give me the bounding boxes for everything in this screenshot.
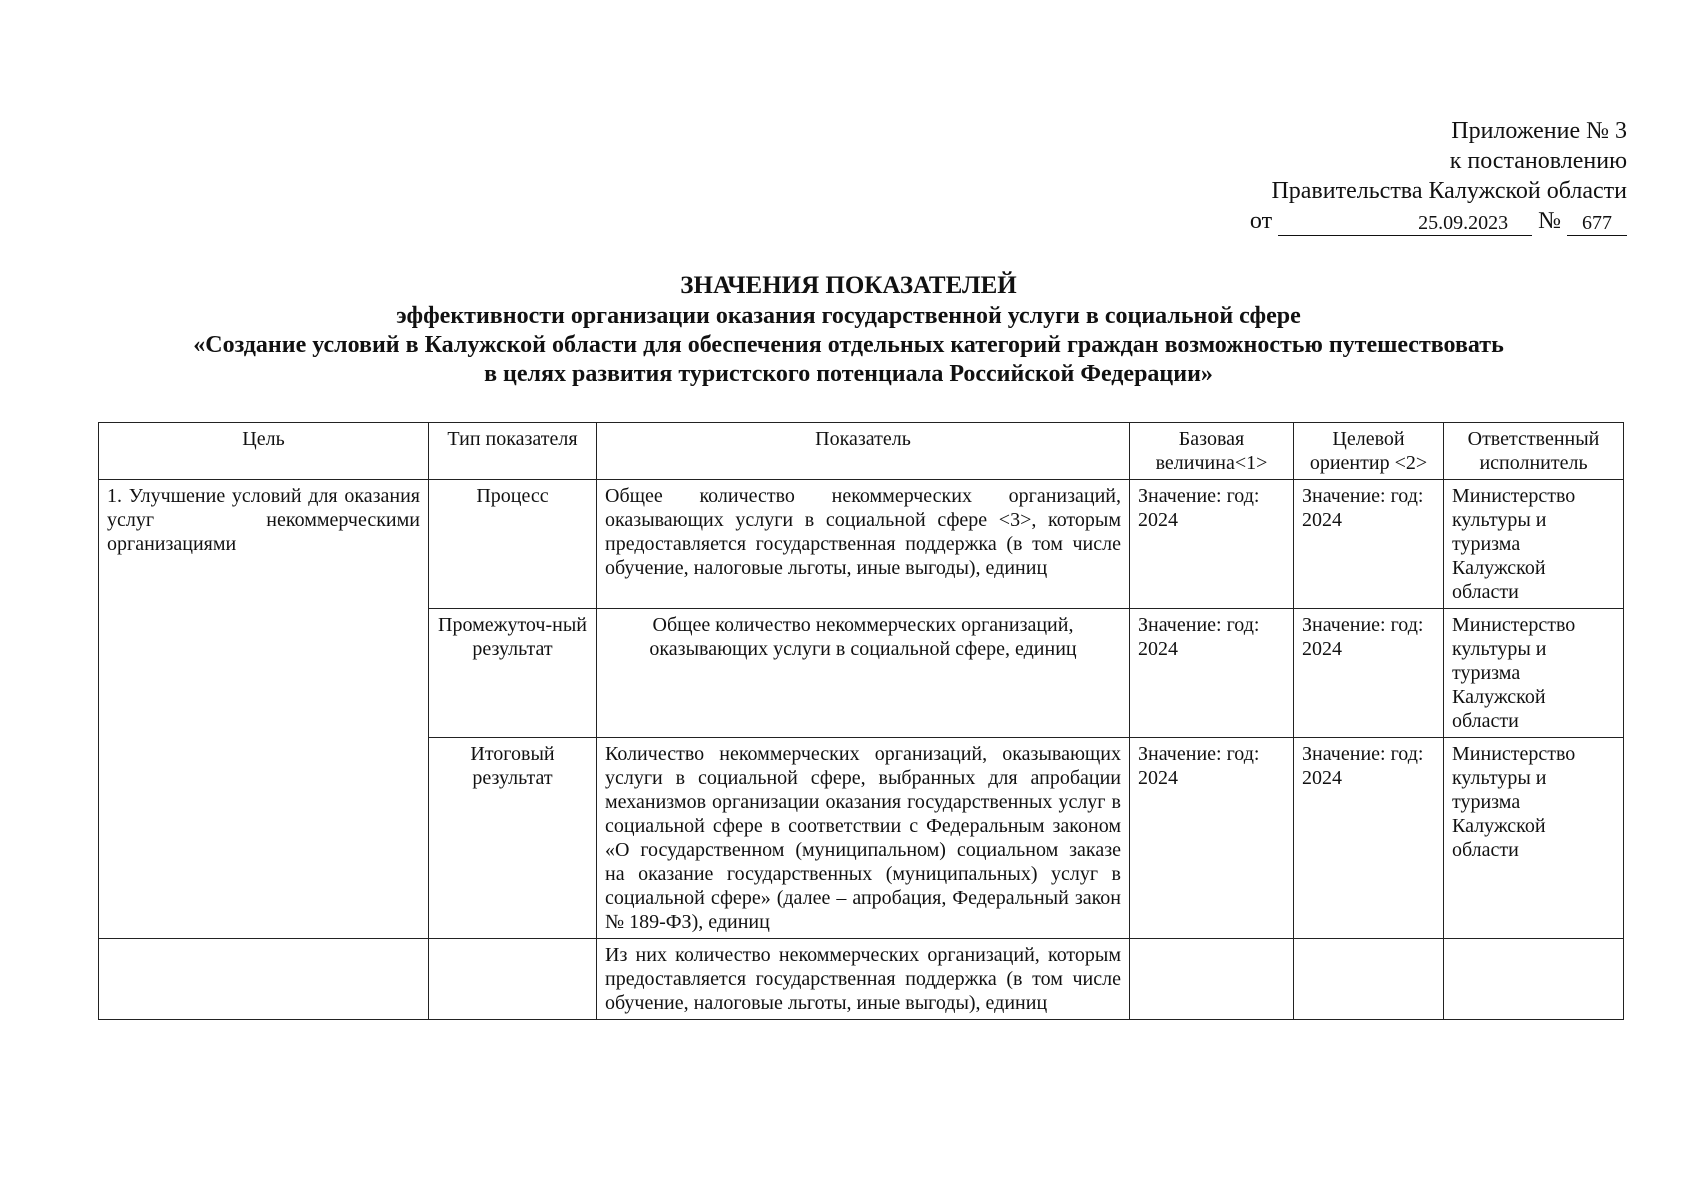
appendix-resolution: к постановлению [1449, 148, 1627, 174]
type-cell: Промежуточ-ный результат [429, 609, 597, 738]
header-base: Базовая величина<1> [1130, 423, 1294, 480]
table-row [99, 939, 1624, 1020]
indicator-cell: Общее количество некоммерческих организаций, оказывающих услуги в социальной сфере, единиц [597, 609, 1130, 738]
base-cell [1130, 939, 1294, 1020]
target-cell [1294, 939, 1444, 1020]
service-name-continued: в целях развития туристского потенциала Российской Федерации» [484, 361, 1213, 387]
indicators-table [98, 422, 1624, 1020]
number-prefix: № [1538, 208, 1561, 234]
resolution-number: 677 [1567, 211, 1627, 236]
header-type: Тип показателя [429, 423, 597, 480]
document-subtitle: эффективности организации оказания государственной услуги в социальной сфере [396, 303, 1301, 329]
document-title: ЗНАЧЕНИЯ ПОКАЗАТЕЛЕЙ [680, 272, 1017, 299]
base-cell: Значение: год: 2024 [1130, 609, 1294, 738]
header-goal: Цель [99, 423, 429, 480]
base-cell: Значение: год: 2024 [1130, 738, 1294, 939]
goal-cell-empty [99, 939, 429, 1020]
indicator-cell: Общее количество некоммерческих организаций, оказывающих услуги в социальной сфере <3>, которым предоставляется государственная поддержка (в том числе обучение, налоговые льготы, иные выгоды), единиц [597, 480, 1130, 609]
appendix-number: Приложение № 3 [1451, 118, 1627, 144]
type-cell: Итоговый результат [429, 738, 597, 939]
type-cell: Процесс [429, 480, 597, 609]
target-cell: Значение: год: 2024 [1294, 609, 1444, 738]
goal-cell: 1. Улучшение условий для оказания услуг некоммерческими организациями [99, 480, 429, 939]
date-prefix: от [1249, 208, 1273, 234]
document-heading [0, 270, 1697, 389]
resolution-date: 25.09.2023 [1278, 211, 1532, 236]
type-cell [429, 939, 597, 1020]
indicator-cell: Из них количество некоммерческих организаций, которым предоставляется государственная поддержка (в том числе обучение, налоговые льготы, иные выгоды), единиц [597, 939, 1130, 1020]
target-cell: Значение: год: 2024 [1294, 738, 1444, 939]
table-header-row [99, 423, 1624, 480]
target-cell: Значение: год: 2024 [1294, 480, 1444, 609]
indicator-cell: Количество некоммерческих организаций, оказывающих услуги в социальной сфере, выбранных для апробации механизмов организации оказания государственных услуг в социальной сфере в соответствии с Федеральным законом «О государственном (муниципальном) социальном заказе на оказание государственных (муниципальных) услуг в социальной сфере» (далее – апробация, Федеральный закон № 189-ФЗ), единиц [597, 738, 1130, 939]
appendix-block [1250, 116, 1627, 236]
base-cell: Значение: год: 2024 [1130, 480, 1294, 609]
responsible-cell: Министерство культуры и туризма Калужской области [1444, 738, 1624, 939]
appendix-government: Правительства Калужской области [1271, 178, 1627, 204]
header-responsible: Ответственный исполнитель [1444, 423, 1624, 480]
appendix-date-line [1250, 206, 1627, 236]
table-row [99, 480, 1624, 609]
responsible-cell [1444, 939, 1624, 1020]
responsible-cell: Министерство культуры и туризма Калужской области [1444, 609, 1624, 738]
header-indicator: Показатель [597, 423, 1130, 480]
service-name: «Создание условий в Калужской области для обеспечения отдельных категорий граждан возможностью путешествовать [193, 332, 1504, 358]
responsible-cell: Министерство культуры и туризма Калужской области [1444, 480, 1624, 609]
header-target: Целевой ориентир <2> [1294, 423, 1444, 480]
